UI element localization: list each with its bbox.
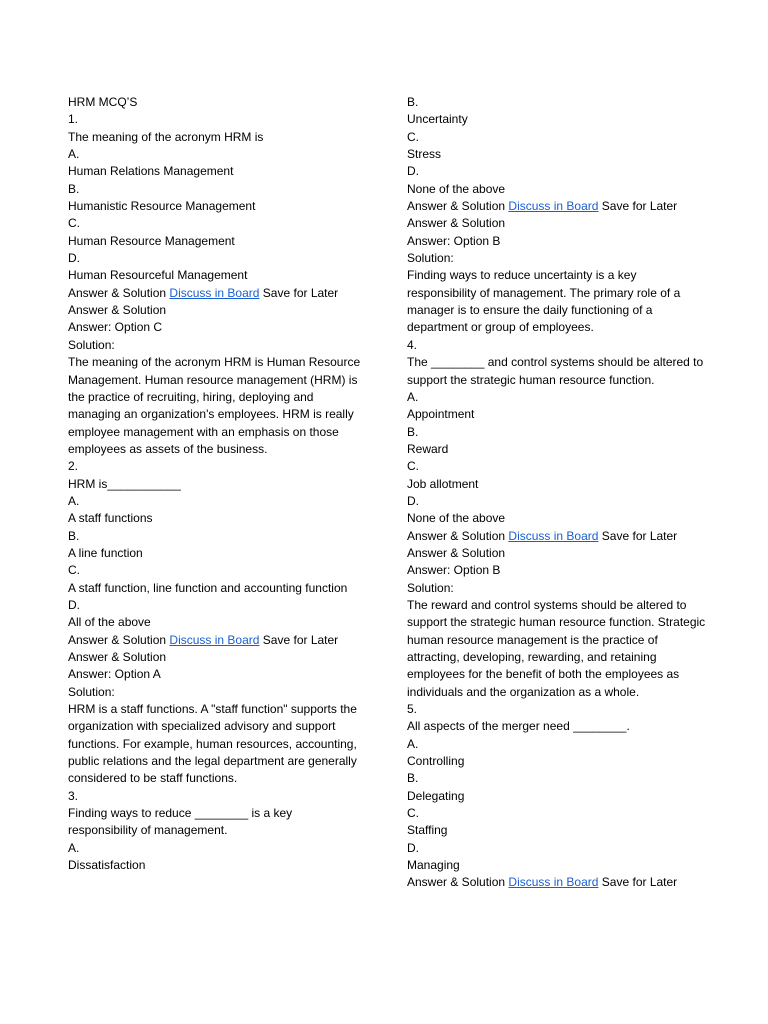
option-text: Reward xyxy=(407,441,449,456)
question-number: 5. xyxy=(407,702,418,717)
question-number: 4. xyxy=(407,337,418,352)
option-text: Dissatisfaction xyxy=(68,858,146,873)
solution-label: Solution: xyxy=(407,580,454,595)
option-letter: A. xyxy=(407,389,419,404)
answer-text: Answer: Option B xyxy=(407,563,501,578)
answer-text: Answer: Option A xyxy=(68,667,161,682)
question-3 xyxy=(68,788,364,875)
answer-solution-heading: Answer & Solution xyxy=(68,303,167,318)
question-text: Finding ways to reduce ________ is a key responsibility of management. xyxy=(68,806,293,838)
option-text: Stress xyxy=(407,147,442,162)
solution-text: Finding ways to reduce uncertainty is a key responsibility of management. The primary role of a manager is to ensure the daily functioning of a department or group of employees. xyxy=(407,268,681,335)
action-row xyxy=(407,874,707,891)
option-letter: A. xyxy=(407,736,419,751)
option-text: All of the above xyxy=(68,615,151,630)
discuss-in-board-link[interactable]: Discuss in Board xyxy=(508,199,599,214)
document-heading: HRM MCQ’S xyxy=(68,95,138,109)
answer-solution-label: Answer & Solution xyxy=(407,875,506,890)
option-text: Managing xyxy=(407,858,460,873)
question-number: 3. xyxy=(68,788,79,803)
answer-solution-heading: Answer & Solution xyxy=(407,545,506,560)
option-text: Human Resourceful Management xyxy=(68,268,248,283)
answer-solution-label: Answer & Solution xyxy=(407,199,506,214)
left-column xyxy=(68,94,364,874)
option-letter: D. xyxy=(68,597,80,612)
option-letter: A. xyxy=(68,147,80,162)
option-letter: B. xyxy=(407,771,419,786)
question-2 xyxy=(68,458,364,788)
solution-text: HRM is a staff functions. A "staff function" supports the organization with specialized advisory and support functions. For example, human resources, accounting, public relations and the legal department are generally considered to be staff functions. xyxy=(68,702,357,786)
question-1 xyxy=(68,111,364,458)
option-text: Staffing xyxy=(407,823,448,838)
option-letter: B. xyxy=(68,528,80,543)
save-for-later-label: Save for Later xyxy=(262,632,339,647)
option-letter: D. xyxy=(407,164,419,179)
save-for-later-label: Save for Later xyxy=(601,199,678,214)
answer-solution-heading: Answer & Solution xyxy=(407,216,506,231)
option-letter: D. xyxy=(407,840,419,855)
question-text: All aspects of the merger need ________. xyxy=(407,719,630,734)
action-row xyxy=(68,632,364,649)
question-text: The ________ and control systems should be altered to support the strategic human resource function. xyxy=(407,355,704,387)
action-row xyxy=(407,528,707,545)
option-text: Uncertainty xyxy=(407,112,468,127)
option-letter: D. xyxy=(68,251,80,266)
option-text: A line function xyxy=(68,545,143,560)
option-letter: A. xyxy=(68,493,80,508)
option-text: A staff functions xyxy=(68,511,153,526)
solution-text: The reward and control systems should be altered to support the strategic human resource function. Strategic human resource management is the practice of attracting, developing, rewarding, and retaining employees for the benefit of both the employees as individuals and the organization as a whole. xyxy=(407,597,706,699)
option-letter: B. xyxy=(407,424,419,439)
save-for-later-label: Save for Later xyxy=(262,285,339,300)
action-row xyxy=(68,285,364,302)
discuss-in-board-link[interactable]: Discuss in Board xyxy=(508,528,599,543)
answer-text: Answer: Option B xyxy=(407,233,501,248)
option-letter: B. xyxy=(407,95,419,109)
question-5 xyxy=(407,701,707,892)
option-text: Delegating xyxy=(407,788,465,803)
option-text: Controlling xyxy=(407,754,465,769)
answer-solution-heading: Answer & Solution xyxy=(68,650,167,664)
action-row xyxy=(407,198,707,215)
option-text: Humanistic Resource Management xyxy=(68,199,256,214)
question-number: 2. xyxy=(68,459,79,474)
option-letter: D. xyxy=(407,493,419,508)
save-for-later-label: Save for Later xyxy=(601,528,678,543)
discuss-in-board-link[interactable]: Discuss in Board xyxy=(508,875,599,890)
option-letter: C. xyxy=(68,216,80,231)
question-text: HRM is___________ xyxy=(68,476,181,491)
option-letter: B. xyxy=(68,181,80,196)
option-text: Human Relations Management xyxy=(68,164,234,179)
solution-label: Solution: xyxy=(68,337,115,352)
answer-solution-label: Answer & Solution xyxy=(68,285,167,300)
right-column xyxy=(407,94,707,892)
answer-text: Answer: Option C xyxy=(68,320,163,335)
answer-solution-label: Answer & Solution xyxy=(68,632,167,647)
question-number: 1. xyxy=(68,112,79,127)
discuss-in-board-link[interactable]: Discuss in Board xyxy=(169,285,260,300)
save-for-later-label: Save for Later xyxy=(601,875,678,890)
question-3-continued xyxy=(407,94,707,337)
option-text: None of the above xyxy=(407,181,506,196)
solution-text: The meaning of the acronym HRM is Human Resource Management. Human resource management (HRM) is the practice of recruiting, hiring, deploying and managing an organization's employees. HRM is really employee management with an emphasis on those employees as assets of the business. xyxy=(68,355,361,456)
option-letter: C. xyxy=(407,129,419,144)
question-text: The meaning of the acronym HRM is xyxy=(68,129,264,144)
option-text: Job allotment xyxy=(407,476,479,491)
option-letter: A. xyxy=(68,840,80,855)
option-text: A staff function, line function and accounting function xyxy=(68,580,348,595)
option-letter: C. xyxy=(407,459,419,474)
answer-solution-label: Answer & Solution xyxy=(407,528,506,543)
option-text: Appointment xyxy=(407,407,475,422)
solution-label: Solution: xyxy=(68,684,115,699)
solution-label: Solution: xyxy=(407,251,454,266)
discuss-in-board-link[interactable]: Discuss in Board xyxy=(169,632,260,647)
option-text: Human Resource Management xyxy=(68,233,235,248)
option-letter: C. xyxy=(68,563,80,578)
option-text: None of the above xyxy=(407,511,506,526)
option-letter: C. xyxy=(407,806,419,821)
question-4 xyxy=(407,337,707,701)
